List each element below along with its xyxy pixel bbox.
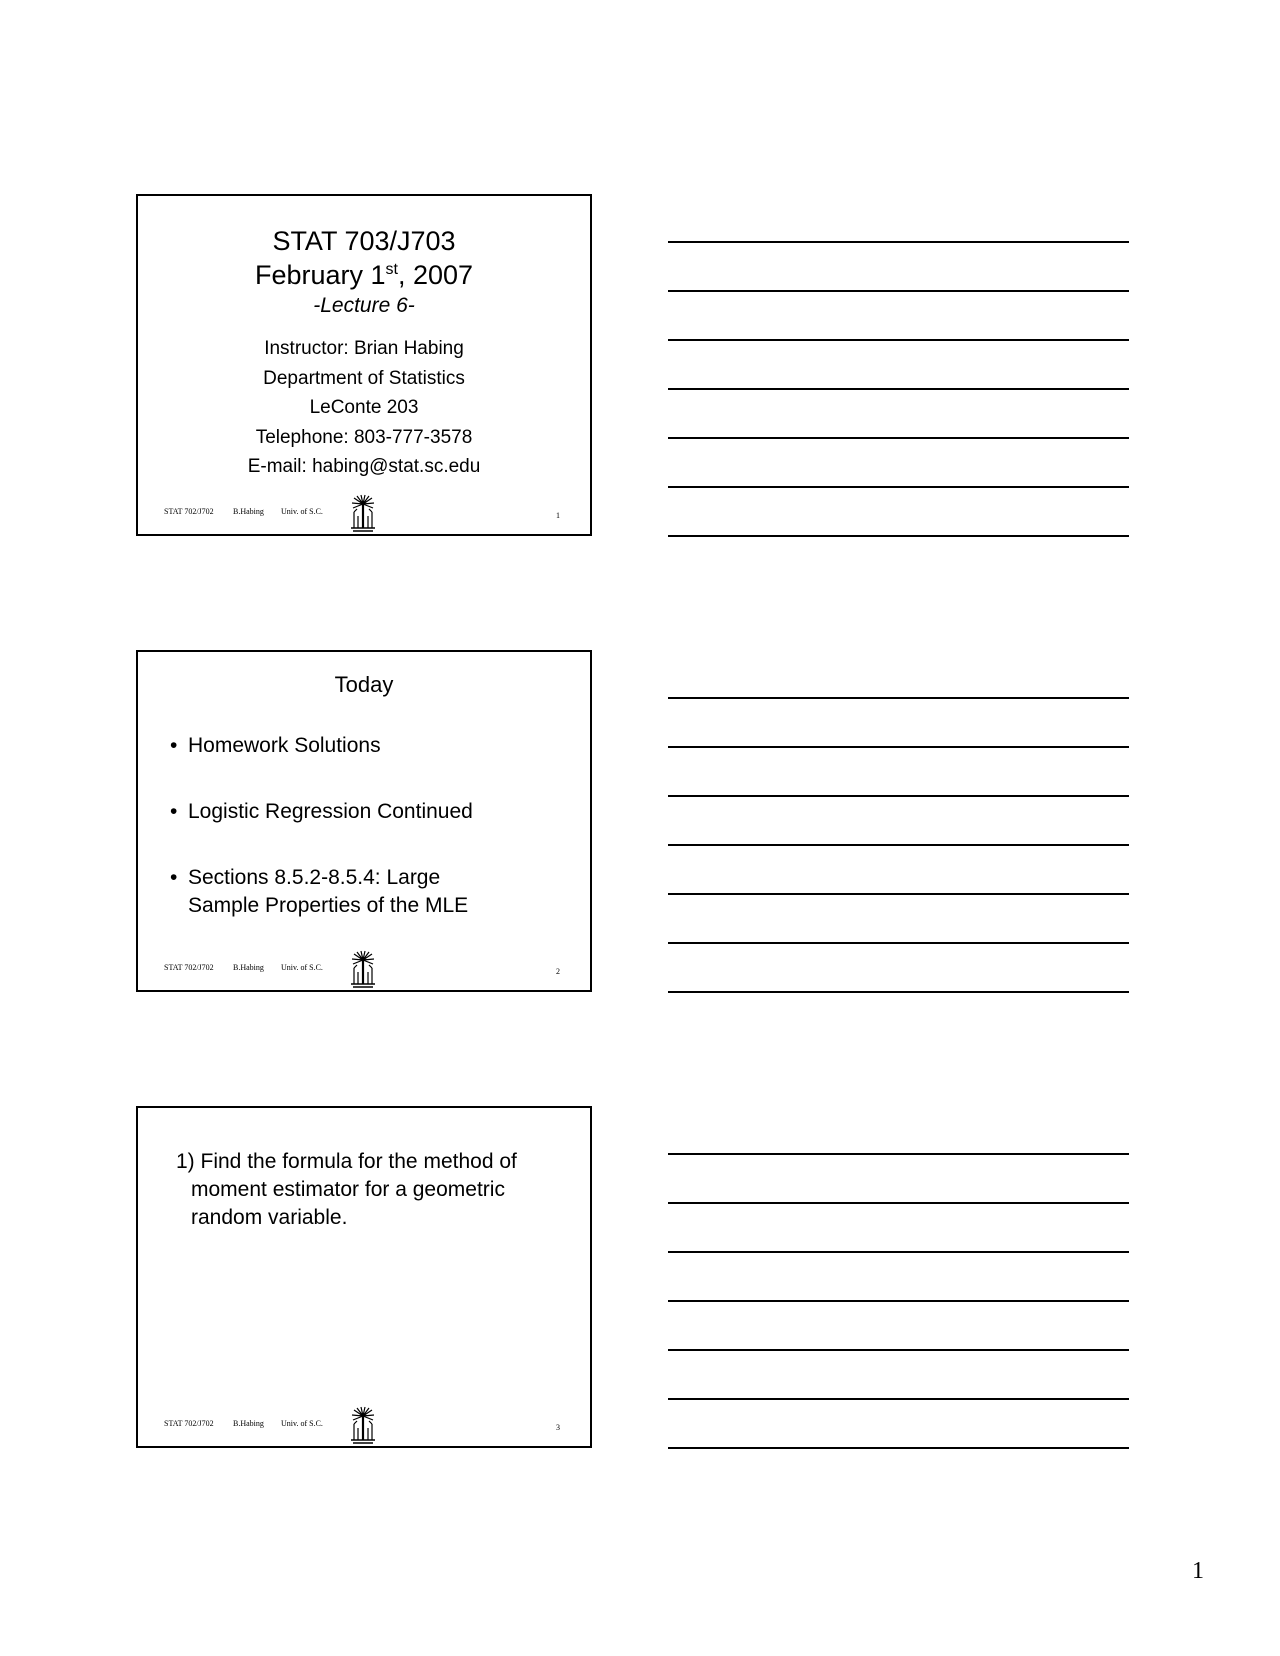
bullet-text: Homework Solutions <box>188 734 381 757</box>
note-line <box>668 746 1129 748</box>
telephone-line: Telephone: 803-777-3578 <box>255 426 473 448</box>
note-line <box>668 795 1129 797</box>
question-line: random variable. <box>191 1206 348 1229</box>
note-line <box>668 991 1129 993</box>
note-line <box>668 486 1129 488</box>
footer-univ: Univ. of S.C. <box>281 507 323 516</box>
instructor-info <box>138 334 590 482</box>
page-number: 1 <box>1192 1558 1204 1584</box>
question-line: moment estimator for a geometric <box>191 1178 505 1201</box>
note-line <box>668 1349 1129 1351</box>
slide-footer <box>138 494 590 534</box>
slide-footer <box>138 1406 590 1446</box>
question-line: 1) Find the formula for the method of <box>176 1150 517 1173</box>
slide-title: STAT 703/J703 <box>272 226 456 256</box>
footer-author: B.Habing <box>233 963 264 972</box>
note-line <box>668 1153 1129 1155</box>
note-line <box>668 1300 1129 1302</box>
palmetto-logo-icon <box>348 1406 378 1444</box>
note-line <box>668 844 1129 846</box>
slide-title: Today <box>334 672 394 697</box>
note-line <box>668 388 1129 390</box>
bullet-item <box>170 732 570 760</box>
footer-course: STAT 702/J702 <box>164 963 214 972</box>
slide-3 <box>136 1106 592 1448</box>
palmetto-logo-icon <box>348 494 378 532</box>
bullet-item <box>170 864 570 920</box>
bullet-text: Sections 8.5.2-8.5.4: Large <box>188 866 441 889</box>
footer-author: B.Habing <box>233 507 264 516</box>
homework-question <box>176 1148 576 1232</box>
slide-2 <box>136 650 592 992</box>
lecture-subtitle: -Lecture 6- <box>313 294 415 317</box>
footer-course: STAT 702/J702 <box>164 507 214 516</box>
note-line <box>668 942 1129 944</box>
office-line: LeConte 203 <box>309 397 419 418</box>
footer-course: STAT 702/J702 <box>164 1419 214 1428</box>
slide-number: 1 <box>556 511 560 520</box>
bullet-list <box>170 732 570 958</box>
date-prefix: February 1 <box>254 260 386 290</box>
note-line <box>668 697 1129 699</box>
date-suffix: , 2007 <box>397 260 474 290</box>
note-line <box>668 1398 1129 1400</box>
bullet-marker: • <box>170 866 178 889</box>
note-line <box>668 535 1129 537</box>
note-line <box>668 290 1129 292</box>
bullet-item <box>170 798 570 826</box>
instructor-line: Instructor: Brian Habing <box>264 338 464 359</box>
palmetto-logo-icon <box>348 950 378 988</box>
note-line <box>668 339 1129 341</box>
date-ordinal: st <box>385 261 398 278</box>
bullet-text: Logistic Regression Continued <box>188 800 473 823</box>
bullet-marker: • <box>170 800 178 823</box>
footer-author: B.Habing <box>233 1419 264 1428</box>
slide-number: 2 <box>556 967 560 976</box>
slide-number: 3 <box>556 1423 560 1432</box>
footer-univ: Univ. of S.C. <box>281 1419 323 1428</box>
department-line: Department of Statistics <box>263 367 465 389</box>
email-line: E-mail: habing@stat.sc.edu <box>247 456 481 477</box>
note-line <box>668 1251 1129 1253</box>
note-line <box>668 893 1129 895</box>
bullet-marker: • <box>170 734 178 757</box>
slide-1 <box>136 194 592 536</box>
bullet-text-continued: Sample Properties of the MLE <box>188 894 469 917</box>
slide-footer <box>138 950 590 990</box>
note-line <box>668 437 1129 439</box>
note-line <box>668 1447 1129 1449</box>
footer-univ: Univ. of S.C. <box>281 963 323 972</box>
slide-date <box>138 258 590 292</box>
note-line <box>668 241 1129 243</box>
note-line <box>668 1202 1129 1204</box>
